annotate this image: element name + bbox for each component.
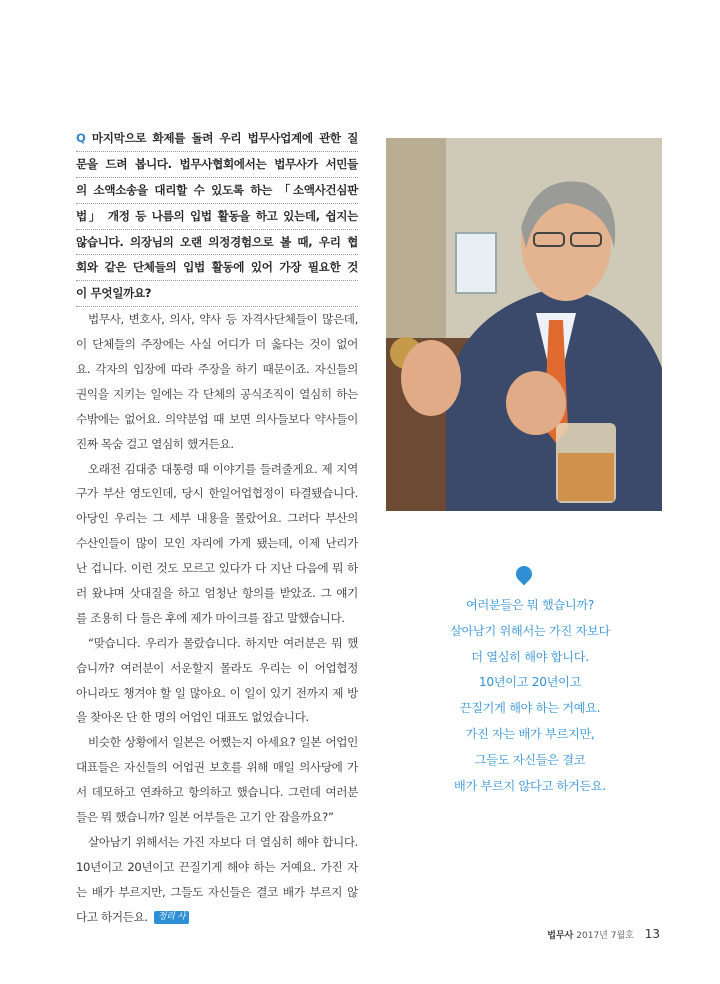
pull-quote-line: 가진 자는 배가 부르지만, [465,726,595,741]
pull-quote [410,593,650,799]
pull-quote-line: 10년이고 20년이고 [478,675,582,690]
answer-line: 살아남기 위해서는 가진 자보다 더 열심히 해야 합니다. [88,834,358,849]
answer-line: 아당인 우리는 그 세부 내용을 몰랐어요. 그러다 부산의 [76,511,358,526]
answer-line: 들은 뭐 했습니까? 일본 어부들은 고기 안 잡을까요?” [76,810,334,825]
answer-line: 요. 각자의 입장에 따라 주장을 하기 때문이죠. 자신들의 [76,362,358,377]
question-line: 문을 드려 봅니다. 법무사협회에서는 법무사가 서민들 [76,152,358,178]
question-line: 이 무엇일까요? [76,281,358,307]
answer-line: 비슷한 상황에서 일본은 어쨌는지 아세요? 일본 어업인 [88,735,358,750]
question-line: 의 소액소송을 대리할 수 있도록 하는 「소액사건심판 [76,178,358,204]
answer-line: 권익을 지키는 일에는 각 단체의 공식조직이 열심히 하는 [76,386,358,401]
answer-line: 대표들은 자신들의 어업권 보호를 위해 매일 의사당에 가 [76,760,358,775]
question-line: Q 마지막으로 화제를 돌려 우리 법무사업계에 관한 질 [76,126,358,152]
answer-line: 아니라도 챙겨야 할 일 많아요. 이 일이 있기 전까지 제 방 [76,685,358,700]
answer-line: 를 조용히 다 들은 후에 제가 마이크를 잡고 말했습니다. [76,610,345,625]
answer-line: 수밖에는 없어요. 의약분업 때 보면 의사들보다 약사들이 [76,411,358,426]
interview-photo-illustration [386,138,662,511]
answer-line: 러 왔냐며 삿대질을 하고 엄청난 항의를 받았죠. 그 얘기 [76,586,358,601]
pull-quote-line: 끈질기게 해야 하는 거예요. [459,701,601,716]
answer-line: 진짜 목숨 걸고 열심히 했거든요. [76,436,234,451]
question-line: 회와 같은 단체들의 입법 활동에 있어 가장 필요한 것 [76,255,358,281]
question-line: 법」 개정 등 나름의 입법 활동을 하고 있는데, 쉽지는 [76,204,358,230]
article-column [76,126,358,930]
answer-line: 10년이고 20년이고 끈질기게 해야 하는 거예요. 가진 자 [76,859,358,874]
answer-line: 다고 하거든요. 정리 사 [76,905,358,930]
answer-line: 는 배가 부르지만, 그들도 자신들은 결코 배가 부르지 않 [76,884,358,899]
magazine-name: 법무사 [547,931,574,941]
pull-quote-line: 그들도 자신들은 결코 [474,752,586,767]
answer-line: 구가 부산 영도인데, 당시 한일어업협정이 타결됐습니다. [76,486,358,501]
page-number: 13 [644,927,660,941]
editor-signature: 정리 사 [154,911,190,924]
location-pin-icon [513,563,536,586]
page-footer [547,927,660,941]
pull-quote-line: 더 열심히 해야 합니다. [471,649,589,664]
answer-block [76,307,358,929]
issue-date: 2017년 7월호 [576,931,634,941]
question-mark-label: Q [76,131,86,145]
interview-photo [386,138,662,511]
answer-line: 수산인들이 많이 모인 자리에 가게 됐는데, 이제 난리가 [76,536,358,551]
answer-line: 서 데모하고 연좌하고 항의하고 했습니다. 그런데 여러분 [76,785,358,800]
answer-line: 습니까? 여러분이 서운할지 몰라도 우리는 이 어업협정 [76,660,358,675]
pull-quote-line: 배가 부르지 않다고 하거든요. [454,778,606,793]
answer-line: 오래전 김대중 대통령 때 이야기를 들려줄게요. 제 지역 [88,461,358,476]
pull-quote-line: 살아남기 위해서는 가진 자보다 [450,623,610,638]
answer-line: 법무사, 변호사, 의사, 약사 등 자격사단체들이 많은데, [88,312,358,327]
question-line: 않습니다. 의장님의 오랜 의정경험으로 볼 때, 우리 협 [76,230,358,256]
question-block [76,126,358,307]
answer-line: 난 겁니다. 이런 것도 모르고 있다가 다 지난 다음에 뭐 하 [76,561,358,576]
answer-line: 이 단체들의 주장에는 사실 어디가 더 옳다는 것이 없어 [76,337,358,352]
pull-quote-line: 여러분들은 뭐 했습니까? [465,598,595,612]
answer-line: “맞습니다. 우리가 몰랐습니다. 하지만 여러분은 뭐 했 [88,635,358,650]
answer-line: 을 찾아온 단 한 명의 어업인 대표도 없었습니다. [76,710,309,725]
